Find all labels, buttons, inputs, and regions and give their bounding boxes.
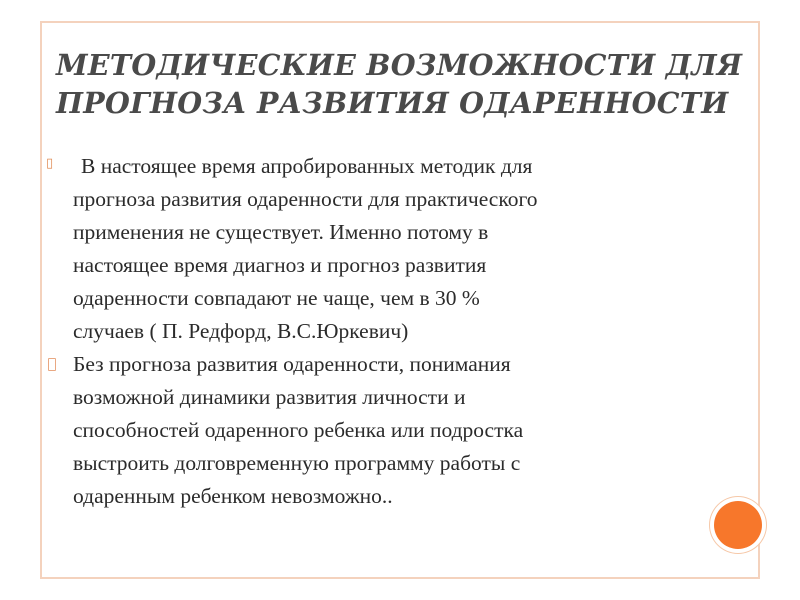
- slide-body: [46, 150, 696, 513]
- frame-right-line: [758, 21, 760, 579]
- bullet-text-line: возможной динамики развития личности и: [73, 385, 466, 409]
- frame-bottom-line: [40, 577, 760, 579]
- bullet-text-line: В настоящее время апробированных методик для: [81, 154, 533, 178]
- bullet-text-line: настоящее время диагноз и прогноз развития: [73, 253, 487, 277]
- frame-top-line: [40, 21, 760, 23]
- slide-title: [56, 46, 746, 122]
- bullet-text-line: применения не существует. Именно потому в: [73, 220, 489, 244]
- bullet-icon: ▯: [46, 156, 54, 171]
- bullet-text-line: одаренным ребенком невозможно..: [73, 484, 393, 508]
- title-line: ПРОГНОЗА РАЗВИТИЯ ОДАРЕННОСТИ: [56, 86, 729, 120]
- bullet-text-line: выстроить долговременную программу работы с: [73, 451, 521, 475]
- frame-left-line: [40, 21, 42, 579]
- bullet-item: [46, 150, 696, 348]
- bullet-text-line: одаренности совпадают не чаще, чем в 30 %: [73, 286, 480, 310]
- bullet-text-line: случаев ( П. Редфорд, В.С.Юркевич): [73, 319, 409, 343]
- bullet-icon: [48, 358, 56, 371]
- decorative-circle: [714, 501, 762, 549]
- bullet-item: [46, 348, 696, 513]
- bullet-text-line: прогноза развития одаренности для практического: [73, 187, 538, 211]
- bullet-text-line: способностей одаренного ребенка или подростка: [73, 418, 524, 442]
- bullet-text-line: Без прогноза развития одаренности, понимания: [73, 352, 511, 376]
- title-line: МЕТОДИЧЕСКИЕ ВОЗМОЖНОСТИ ДЛЯ: [56, 48, 743, 82]
